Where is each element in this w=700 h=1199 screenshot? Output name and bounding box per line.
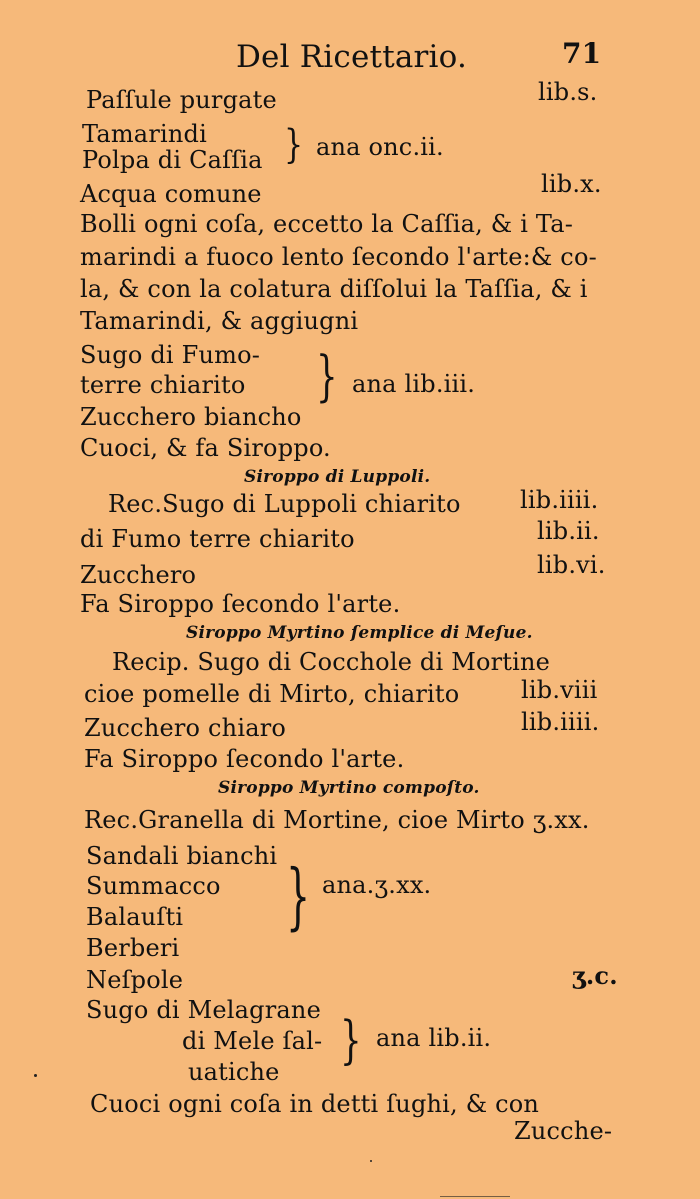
text-line: Tamarindi, & aggiugni <box>80 307 359 335</box>
text-line: Fa Siroppo ſecondo l'arte. <box>84 745 405 773</box>
ingredient-line: Zucchero <box>80 561 197 589</box>
text-line: Cuoci ogni coſa in detti ſughi, & con <box>90 1090 540 1118</box>
ana-quantity: ana lib.ii. <box>376 1024 492 1052</box>
ingredient-quantity: ʒ.c. <box>572 961 618 990</box>
ingredient-line: di Fumo terre chiarito <box>80 525 355 553</box>
ingredient-line: Balauſti <box>86 903 184 931</box>
recipe-title: Siroppo Myrtino compoſto. <box>218 778 480 798</box>
ingredient-line: Sugo di Melagrane <box>86 996 321 1024</box>
ingredient-line: Rec.Sugo di Luppoli chiarito <box>108 490 461 518</box>
text-line: Recip. Sugo di Cocchole di Mortine <box>112 648 551 676</box>
ingredient-quantity: lib.vi. <box>537 551 606 579</box>
ingredient-line: terre chiarito <box>80 371 246 399</box>
ingredient-line: uatiche <box>188 1058 280 1086</box>
ana-quantity: ana.ʒ.xx. <box>322 871 432 899</box>
ingredient-quantity: lib.viii <box>521 676 598 704</box>
text-line: Cuoci, & fa Siroppo. <box>80 434 331 462</box>
text-line: Bolli ogni coſa, eccetto la Caſſia, & i Ta- <box>80 210 574 238</box>
ingredient-line: cioe pomelle di Mirto, chiarito <box>84 680 460 708</box>
ink-speck <box>34 1074 37 1077</box>
ingredient-line: Berberi <box>86 934 180 962</box>
ingredient-line: Sugo di Fumo- <box>80 341 261 369</box>
ink-speck <box>370 1160 372 1162</box>
ingredient-line: Paſſule purgate <box>86 86 277 114</box>
ingredient-line: Zucchero biancho <box>80 403 302 431</box>
ingredient-quantity: lib.ii. <box>537 517 600 545</box>
catchword: Zucche- <box>514 1117 613 1145</box>
ingredient-line: Polpa di Caſſia <box>82 146 263 174</box>
ingredient-line: Summacco <box>86 872 221 900</box>
ingredient-line: Zucchero chiaro <box>84 714 287 742</box>
ingredient-line: di Mele ſal- <box>182 1027 323 1055</box>
curly-brace-icon: } <box>340 1011 362 1071</box>
ana-quantity: ana lib.iii. <box>352 370 476 398</box>
curly-brace-icon: } <box>286 854 311 938</box>
curly-brace-icon: } <box>316 345 338 409</box>
ingredient-quantity: lib.x. <box>541 170 602 198</box>
ingredient-quantity: lib.s. <box>538 78 598 106</box>
ingredient-line: Tamarindi <box>82 120 207 148</box>
recipe-title: Siroppo Myrtino ſemplice di Meſue. <box>186 623 533 643</box>
text-line: Rec.Granella di Mortine, cioe Mirto ʒ.xx. <box>84 806 590 834</box>
ingredient-quantity: lib.iiii. <box>521 708 600 736</box>
page-number: 71 <box>562 37 602 70</box>
curly-brace-icon: } <box>284 122 304 169</box>
ana-quantity: ana onc.ii. <box>316 133 444 161</box>
ingredient-quantity: lib.iiii. <box>520 486 599 514</box>
text-line: la, & con la colatura diſſolui la Taſſia, & i <box>80 275 588 303</box>
ingredient-line: Sandali bianchi <box>86 842 278 870</box>
text-line: Fa Siroppo ſecondo l'arte. <box>80 590 401 618</box>
ingredient-line: Acqua comune <box>80 180 262 208</box>
ingredient-line: Neſpole <box>86 966 184 994</box>
recipe-title: Siroppo di Luppoli. <box>244 467 431 487</box>
text-line: marindi a fuoco lento ſecondo l'arte:& co- <box>80 243 597 271</box>
running-title: Del Ricettario. <box>236 39 468 75</box>
page-edge-smudge <box>440 1196 510 1197</box>
